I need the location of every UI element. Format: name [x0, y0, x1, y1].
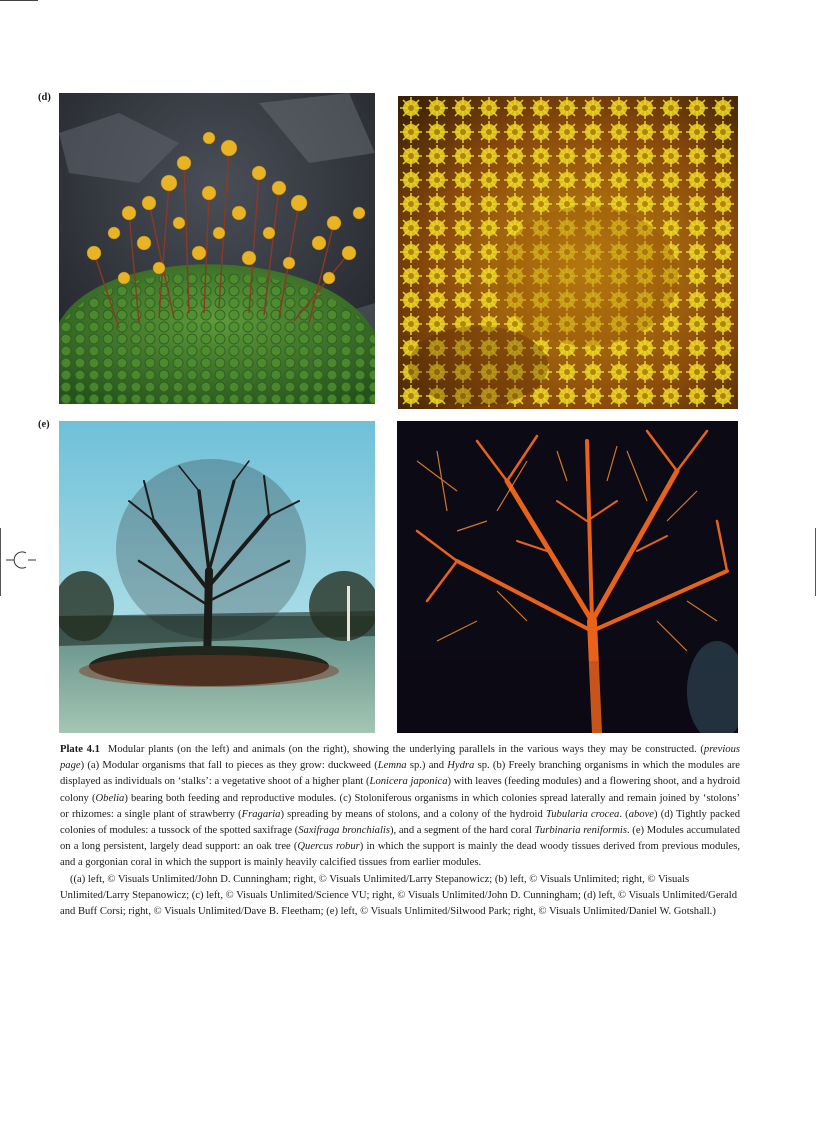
photo-saxifrage-tussock: [59, 93, 375, 404]
trim-line-left: [0, 528, 1, 596]
caption-italic-term: above: [628, 808, 654, 820]
caption-italic-term: Lonicera japonica: [369, 776, 448, 788]
caption-text: ) in which the support is mainly the dead woody tissues derived from previous modules, and a gorgonian coral in which the support is mainly heavily calcified tissues from earlier modules.: [60, 841, 740, 869]
caption-text: sp. (b) Freely branching organisms in which the modules are displayed as individuals on ‘stalks’: a vegetative shoot of a higher plant (: [60, 760, 741, 788]
plate-number: Plate 4.1: [60, 744, 100, 755]
photo-oak-tree: [59, 421, 375, 733]
caption-italic-term: previous page: [60, 744, 740, 772]
caption-body: [60, 742, 740, 872]
registration-mark-icon: [6, 548, 36, 572]
caption-italic-term: Turbinaria reniformis: [534, 825, 627, 837]
caption-italic-term: Tubularia crocea: [545, 808, 620, 820]
photo-gorgonian-coral: [397, 421, 738, 733]
caption-text: Modular plants (on the left) and animals (on the right), showing the underlying parallels in the various ways they may be constructed. (: [107, 744, 704, 755]
crop-mark: [0, 0, 38, 3]
caption-text: . (: [619, 808, 629, 820]
caption-italic-term: Fragaria: [241, 808, 281, 820]
panel-label-d: (d): [38, 92, 51, 103]
caption-text: ) with leaves (feeding modules) and a flowering shoot, and a hydroid colony (: [60, 776, 740, 804]
caption-italic-term: Lemna: [377, 760, 407, 772]
photo-credits: ((a) left, © Visuals Unlimited/John D. Cunningham; right, © Visuals Unlimited/Larry Stepanowicz; (b) left, © Visuals Unlimited; right, © Visuals Unlimited/Larry Stepanowicz; (c) left, © Visuals Unlimited/Science VU; right, © Visuals Unlimited/John D. Cunningham; (d) left, © Visuals Unlimited/Gerald and Buff Corsi; right, © Visuals Unlimited/Dave B. Fleetham; (e) left, © Visuals Unlimited/Silwood Park; right, © Visuals Unlimited/Daniel W. Gotshall.): [60, 873, 737, 918]
caption-text: ) (d) Tightly packed colonies of modules: a tussock of the spotted saxifrage (: [60, 808, 741, 837]
caption-text: ) (a) Modular organisms that fall to pieces as they grow: duckweed (: [80, 760, 378, 772]
caption-text: ) spreading by means of stolons, and a colony of the hydroid: [280, 808, 546, 820]
caption-italic-term: Hydra: [447, 760, 475, 772]
caption-text: sp.) and: [406, 760, 448, 772]
panel-label-e: (e): [38, 419, 50, 430]
caption-text: . (e) Modules accumulated on a long persistent, largely dead support: an oak tree (: [60, 825, 740, 853]
caption-italic-term: Quercus robur: [297, 841, 360, 853]
caption-italic-term: Obelia: [95, 792, 125, 804]
figure-caption: [60, 742, 740, 920]
caption-text: ), and a segment of the hard coral: [389, 825, 535, 837]
caption-italic-term: Saxifraga bronchialis: [298, 825, 390, 837]
photo-hard-coral: [398, 96, 738, 409]
caption-text: ) bearing both feeding and reproductive modules. (c) Stoloniferous organisms in which colonies spread laterally and remain joined by ‘stolons’ or rhizomes: a single plant of strawberry (: [60, 792, 740, 820]
